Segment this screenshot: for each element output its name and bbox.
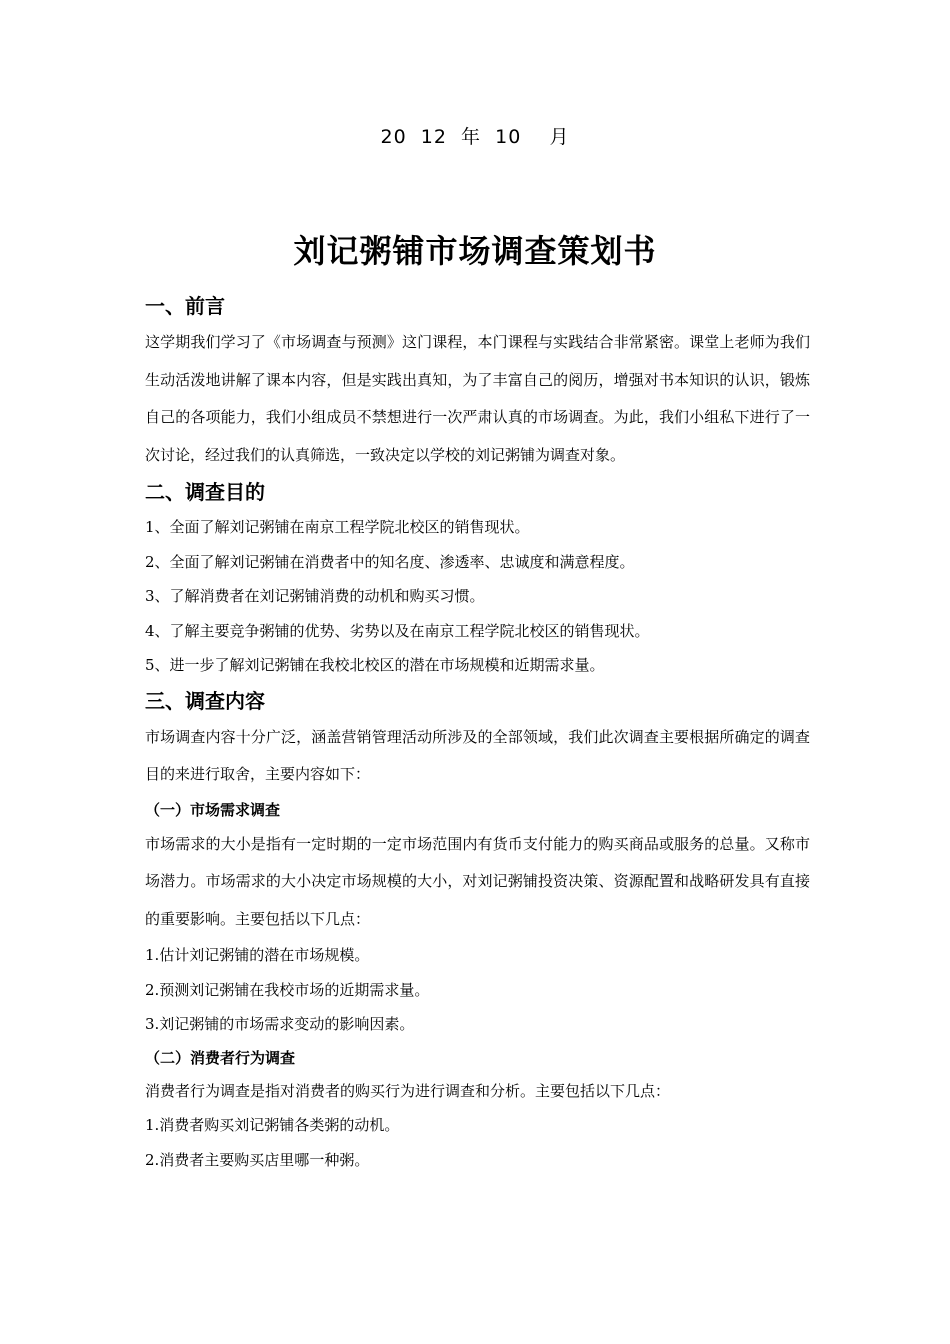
market-demand-item: 2.预测刘记粥铺在我校市场的近期需求量。 [145,980,430,999]
purpose-item: 3、了解消费者在刘记粥铺消费的动机和购买习惯。 [145,587,485,605]
consumer-behavior-item: 2.消费者主要购买店里哪一种粥。 [145,1150,370,1169]
market-demand-item: 1.估计刘记粥铺的潜在市场规模。 [145,946,370,964]
purpose-item: 1、全面了解刘记粥铺在南京工程学院北校区的销售现状。 [145,518,530,536]
purpose-item: 2、全面了解刘记粥铺在消费者中的知名度、渗透率、忠诚度和满意程度。 [145,552,635,571]
market-demand-paragraph: 市场需求的大小是指有一定时期的一定市场范围内有货币支付能力的购买商品或服务的总量。又称市场潜力。市场需求的大小决定市场规模的大小，对刘记粥铺投资决策、资源配置和战略研发具有直接的重要影响。主要包括以下几点： [145,834,810,928]
document-date: 20 12 年 10 月 [380,126,570,148]
consumer-behavior-paragraph: 消费者行为调查是指对消费者的购买行为进行调查和分析。主要包括以下几点： [145,1081,671,1100]
consumer-behavior-item: 1.消费者购买刘记粥铺各类粥的动机。 [145,1116,400,1134]
document-title: 刘记粥铺市场调查策划书 [293,232,657,270]
subsection-heading-consumer-behavior: （二）消费者行为调查 [145,1048,296,1067]
subsection-heading-market-demand: （一）市场需求调查 [145,800,281,819]
purpose-item: 5、进一步了解刘记粥铺在我校北校区的潜在市场规模和近期需求量。 [145,656,605,674]
section-heading-content: 三、调查内容 [145,688,265,713]
purpose-item: 4、了解主要竞争粥铺的优势、劣势以及在南京工程学院北校区的销售现状。 [145,621,650,640]
section-heading-preface: 一、前言 [145,294,225,318]
section-heading-purpose: 二、调查目的 [145,480,265,504]
content-intro-paragraph: 市场调查内容十分广泛，涵盖营销管理活动所涉及的全部领域，我们此次调查主要根据所确定的调查目的来进行取舍，主要内容如下： [145,727,810,783]
preface-paragraph: 这学期我们学习了《市场调查与预测》这门课程，本门课程与实践结合非常紧密。课堂上老师为我们生动活泼地讲解了课本内容，但是实践出真知，为了丰富自己的阅历，增强对书本知识的认识，锻炼自己的各项能力，我们小组成员不禁想进行一次严肃认真的市场调查。为此，我们小组私下进行了一次讨论，经过我们的认真筛选，一致决定以学校的刘记粥铺为调查对象。 [145,333,810,464]
document-body [145,288,810,1177]
market-demand-item: 3.刘记粥铺的市场需求变动的影响因素。 [145,1015,415,1033]
